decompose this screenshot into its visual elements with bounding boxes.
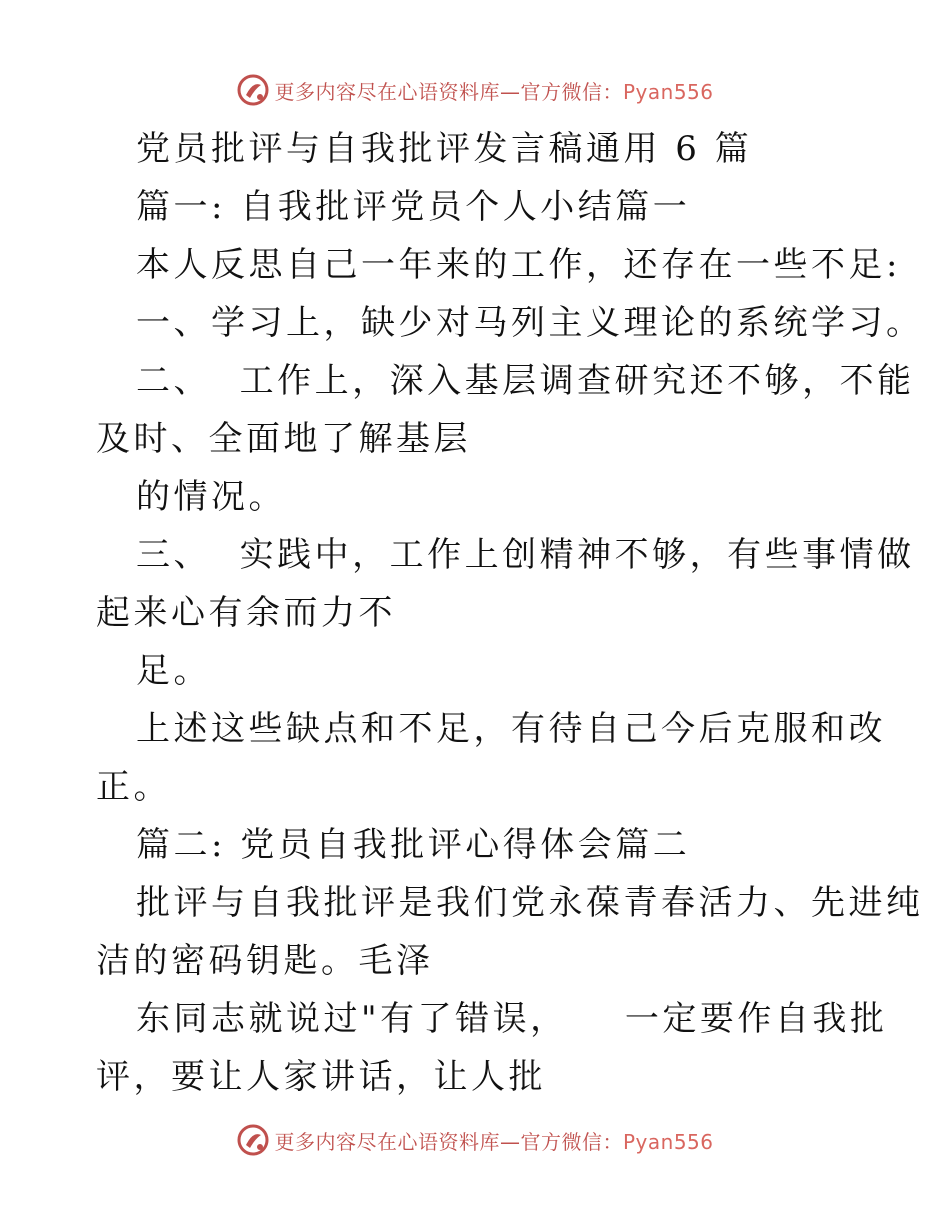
text-line: 起来心有余而力不 [96,593,396,633]
text-line: 评，要让人家讲话，让人批 [96,1057,546,1097]
text-line: 篇一: 自我批评党员个人小结篇一 [136,187,691,227]
text-line: 足。 [136,651,211,691]
text-line: 篇二: 党员自我批评心得体会篇二 [136,825,691,865]
text-line: 批评与自我批评是我们党永葆青春活力、先进纯 [136,883,924,923]
banner-text: 更多内容尽在心语资料库—官方微信：Pyan556 [274,1129,714,1154]
text-line: 二、 工作上，深入基层调查研究还不够，不能 [136,361,915,401]
text-line: 一、学习上，缺少对马列主义理论的系统学习。 [136,303,924,343]
text-line: 上述这些缺点和不足，有待自己今后克服和改 [136,709,886,749]
text-line: 本人反思自己一年来的工作，还存在一些不足: [136,245,901,285]
header-banner [0,70,950,110]
banner-text: 更多内容尽在心语资料库—官方微信：Pyan556 [274,79,714,104]
text-line: 三、 实践中，工作上创精神不够，有些事情做 [136,535,915,575]
text-line: 及时、全面地了解基层 [96,419,471,459]
text-line: 的情况。 [136,477,286,517]
red-ink-logo-icon [236,1123,270,1157]
text-line: 正。 [96,767,171,807]
wechat-id: Pyan556 [622,79,714,104]
wechat-id: Pyan556 [622,1129,714,1154]
red-ink-logo-icon [236,73,270,107]
footer-banner [0,1120,950,1160]
document-title: 党员批评与自我批评发言稿通用 6 篇 [136,129,753,169]
document-body [96,120,924,1106]
text-line: 洁的密码钥匙。毛泽 [96,941,434,981]
text-line: 东同志就说过"有了错误， 一定要作自我批 [136,999,888,1039]
